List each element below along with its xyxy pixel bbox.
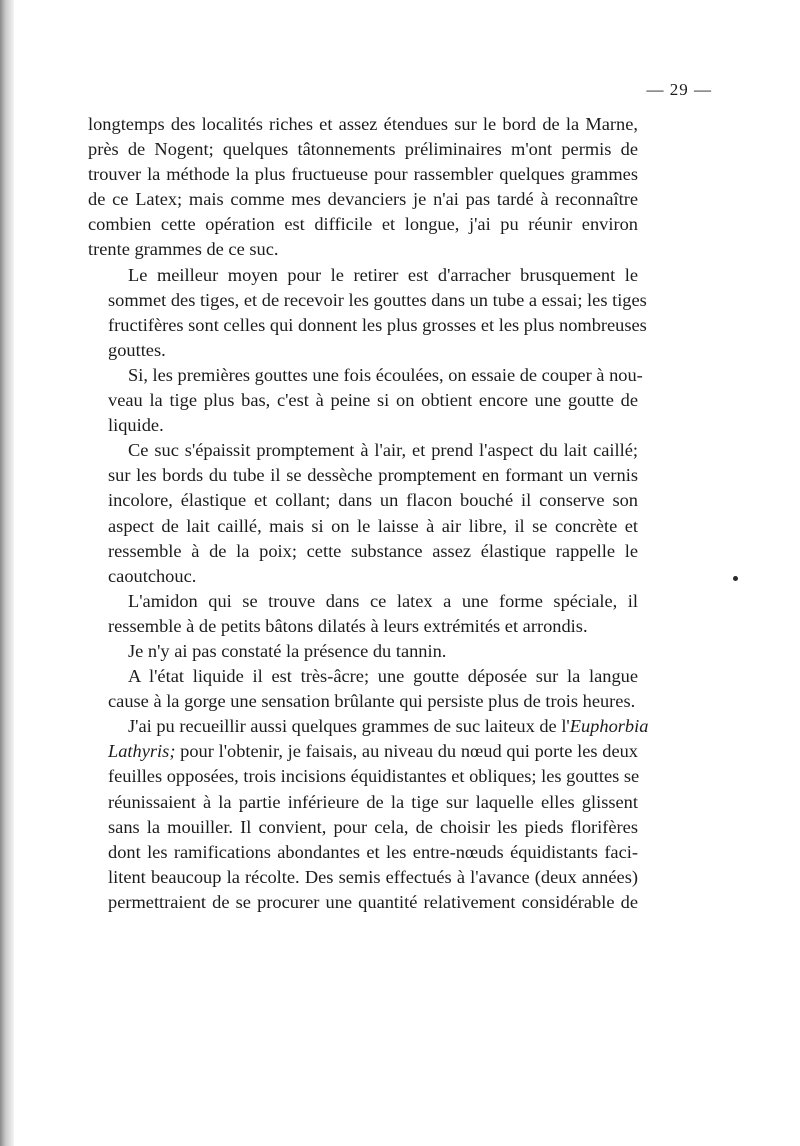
text-line: A l'état liquide il est très-âcre; une goutte déposée sur la langue (128, 666, 638, 687)
text-line (88, 714, 649, 739)
text-line: Ce suc s'épaissit promptement à l'air, et prend l'aspect du lait caillé; (128, 440, 638, 461)
text-line: liquide. (108, 415, 164, 436)
page-number: — 29 — (646, 80, 712, 99)
text-line: feuilles opposées, trois incisions équidistantes et obliques; les gouttes se (108, 766, 640, 787)
text-line: L'amidon qui se trouve dans ce latex a une forme spéciale, il (128, 590, 638, 611)
text-line: réunissaient à la partie inférieure de la tige sur laquelle elles glissent (108, 791, 638, 812)
text-line: fructifères sont celles qui donnent les plus grosses et les plus nombreuses (108, 314, 647, 335)
text-line: litent beaucoup la récolte. Des semis effectués à l'avance (deux années) (108, 866, 638, 887)
species-name: Euphorbia (569, 716, 649, 737)
text-line: de ce Latex; mais comme mes devanciers je n'ai pas tardé à reconnaître (88, 189, 638, 210)
text-line: caoutchouc. (108, 565, 197, 586)
paragraph-1 (88, 112, 638, 263)
text-fragment: pour l'obtenir, je faisais, au niveau du nœud qui porte les deux (175, 741, 638, 762)
page-binding-shadow (0, 0, 14, 1146)
text-line: veau la tige plus bas, c'est à peine si on obtient encore une goutte de (108, 390, 638, 411)
text-line: sans la mouiller. Il convient, pour cela, de choisir les pieds florifères (108, 816, 638, 837)
text-line: sur les bords du tube il se dessèche promptement en formant un vernis (108, 465, 638, 486)
text-line: longtemps des localités riches et assez étendues sur le bord de la Marne, (88, 114, 638, 134)
text-line: Si, les premières gouttes une fois écoulées, on essaie de couper à nou- (128, 364, 643, 385)
text-fragment: J'ai pu recueillir aussi quelques grammes de suc laiteux de l' (128, 716, 570, 737)
paragraph-4 (88, 438, 638, 589)
text-line: combien cette opération est difficile et longue, j'ai pu réunir environ (88, 214, 638, 235)
text-line: dont les ramifications abondantes et les entre-nœuds équidistants faci- (108, 841, 638, 862)
text-line: ressemble à de petits bâtons dilatés à leurs extrémités et arrondis. (108, 615, 588, 636)
text-line: permettraient de se procurer une quantité relativement considérable de (108, 891, 638, 912)
species-name: Lathyris; (108, 741, 176, 762)
paragraph-7 (88, 664, 638, 714)
paragraph-6 (88, 639, 638, 664)
text-line: près de Nogent; quelques tâtonnements préliminaires m'ont permis de (88, 139, 638, 160)
text-line (88, 739, 638, 764)
body-text (88, 112, 649, 915)
paragraph-3 (88, 363, 643, 438)
text-line: incolore, élastique et collant; dans un flacon bouché il conserve son (108, 490, 638, 511)
text-line: aspect de lait caillé, mais si on le laisse à air libre, il se concrète et (108, 515, 638, 536)
text-line: trente grammes de ce suc. (88, 239, 279, 260)
text-line: Je n'y ai pas constaté la présence du tannin. (128, 640, 447, 661)
paragraph-5 (88, 589, 638, 639)
paragraph-2 (88, 263, 647, 363)
text-line: Le meilleur moyen pour le retirer est d'arracher brusquement le (128, 264, 638, 285)
text-line: gouttes. (108, 339, 166, 360)
ink-speck (733, 576, 738, 581)
text-line: sommet des tiges, et de recevoir les gouttes dans un tube a essai; les tiges (108, 289, 647, 310)
paragraph-8 (88, 714, 649, 915)
text-line: ressemble à de la poix; cette substance assez élastique rappelle le (108, 540, 638, 561)
text-line: trouver la méthode la plus fructueuse pour rassembler quelques grammes (88, 164, 638, 185)
text-line: cause à la gorge une sensation brûlante qui persiste plus de trois heures. (108, 691, 636, 712)
